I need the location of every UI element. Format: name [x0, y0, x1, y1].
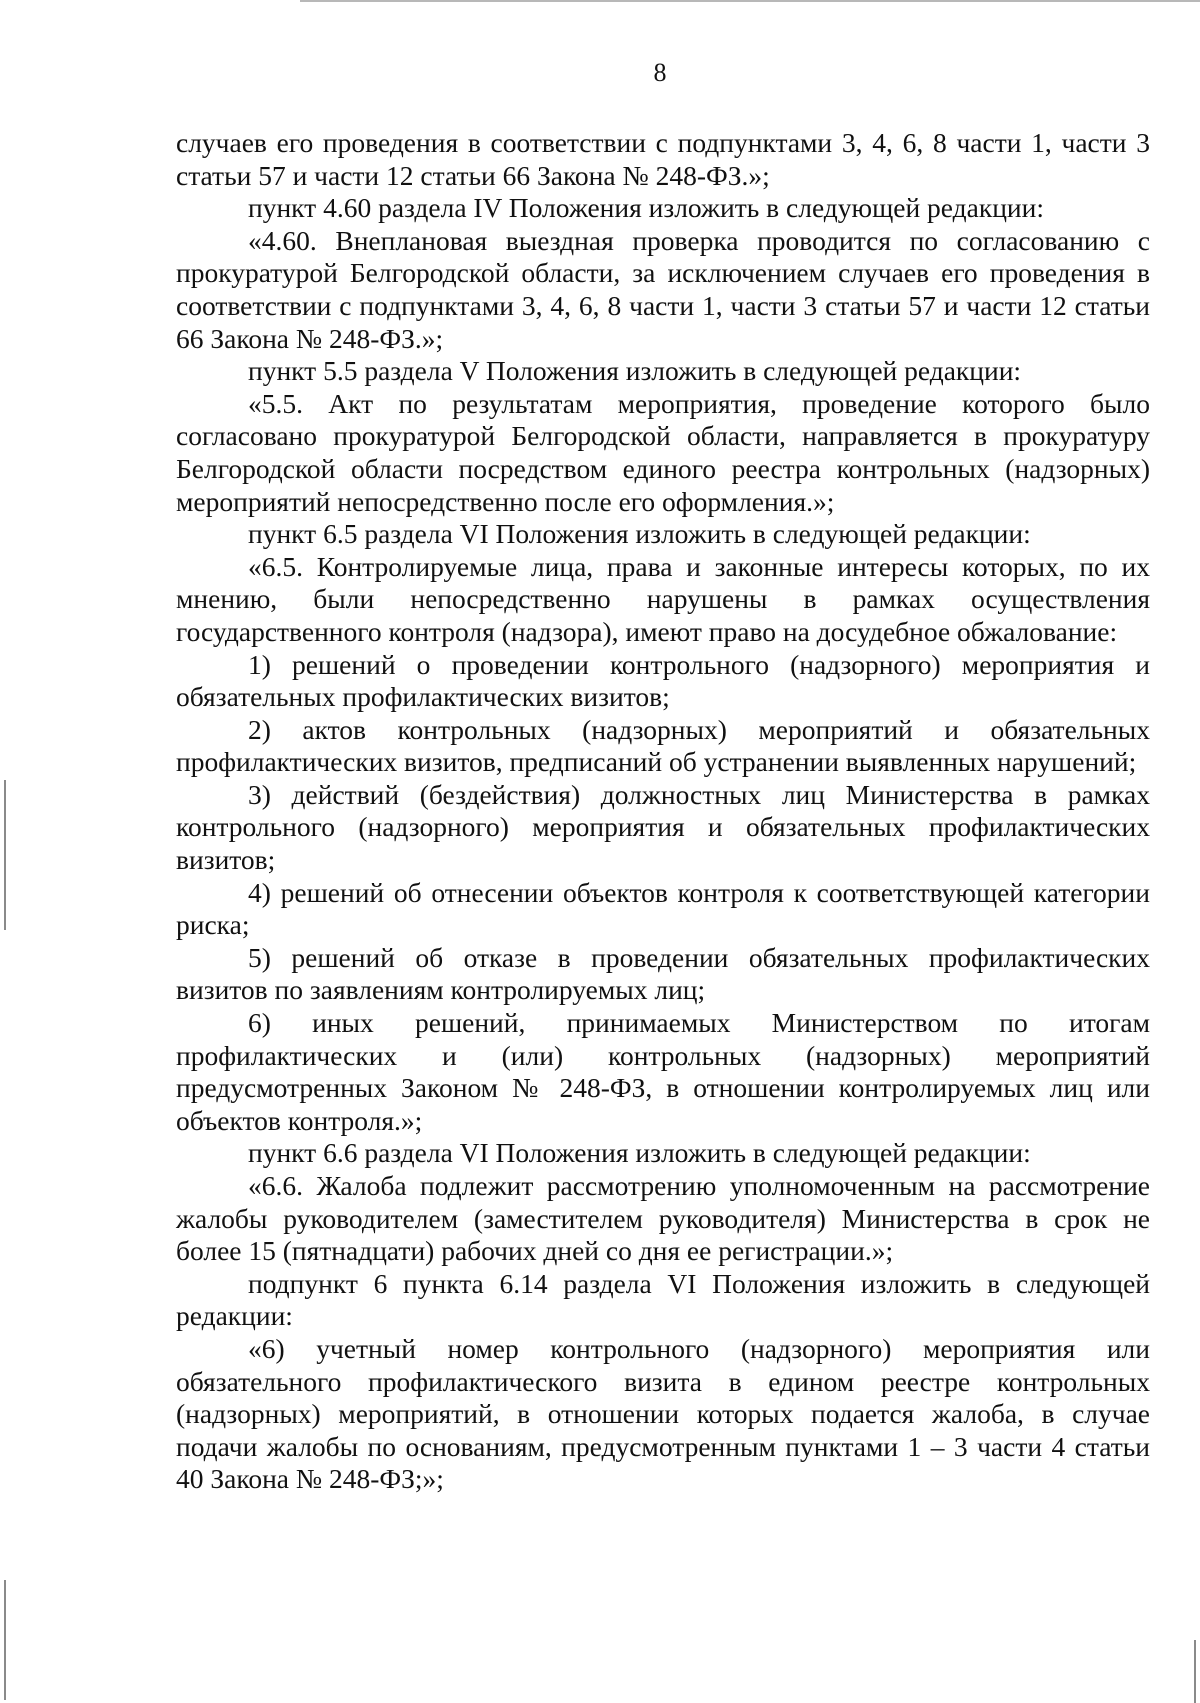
paragraph: «4.60. Внеплановая выездная проверка проводится по согласованию с прокуратурой Белгородской области, за исключением случаев его проведения в соответствии с подпунктами 3, 4, 6, 8 части 1, части 3 статьи 57 и части 12 статьи 66 Закона № 248-ФЗ.»;	[176, 224, 1150, 354]
list-item: 4) решений об отнесении объектов контроля к соответствующей категории риска;	[176, 876, 1150, 941]
list-item: 2) актов контрольных (надзорных) мероприятий и обязательных профилактических визитов, предписаний об устранении выявленных нарушений;	[176, 713, 1150, 778]
page-number: 8	[653, 58, 667, 87]
scan-margin-mark	[4, 780, 6, 930]
document-body	[176, 127, 1150, 1496]
list-item: 3) действий (бездействия) должностных лиц Министерства в рамках контрольного (надзорного) мероприятия и обязательных профилактических визитов;	[176, 778, 1150, 876]
paragraph: пункт 5.5 раздела V Положения изложить в следующей редакции:	[248, 355, 1022, 387]
scan-margin-mark	[4, 1580, 6, 1700]
paragraph: пункт 6.5 раздела VI Положения изложить в следующей редакции:	[248, 518, 1031, 550]
scan-top-edge	[300, 0, 1200, 2]
paragraph: «6) учетный номер контрольного (надзорного) мероприятия или обязательного профилактического визита в едином реестре контрольных (надзорных) мероприятий, в отношении которых подается жалоба, в случае подачи жалобы по основаниям, предусмотренным пунктами 1 – 3 части 4 статьи 40 Закона № 248-ФЗ;»;	[176, 1332, 1150, 1495]
scan-margin-mark	[1194, 1640, 1196, 1703]
paragraph: «6.6. Жалоба подлежит рассмотрению уполномоченным на рассмотрение жалобы руководителем (заместителем руководителя) Министерства в срок не более 15 (пятнадцати) рабочих дней со дня ее регистрации.»;	[176, 1170, 1150, 1267]
paragraph: пункт 4.60 раздела IV Положения изложить в следующей редакции:	[248, 192, 1044, 224]
paragraph: случаев его проведения в соответствии с подпунктами 3, 4, 6, 8 части 1, части 3 статьи 57 и части 12 статьи 66 Закона № 248-ФЗ.»;	[176, 127, 1150, 191]
paragraph: подпункт 6 пункта 6.14 раздела VI Положения изложить в следующей редакции:	[176, 1267, 1150, 1332]
list-item: 6) иных решений, принимаемых Министерством по итогам профилактических и (или) контрольных (надзорных) мероприятий предусмотренных Законом № 248-ФЗ, в отношении контролируемых лиц или объектов контроля.»;	[176, 1007, 1150, 1136]
paragraph: пункт 6.6 раздела VI Положения изложить в следующей редакции:	[248, 1137, 1031, 1169]
list-item: 5) решений об отказе в проведении обязательных профилактических визитов по заявлениям контролируемых лиц;	[176, 941, 1150, 1006]
list-item: 1) решений о проведении контрольного (надзорного) мероприятия и обязательных профилактических визитов;	[176, 648, 1150, 713]
paragraph: «5.5. Акт по результатам мероприятия, проведение которого было согласовано прокуратурой Белгородской области, направляется в прокуратуру Белгородской области посредством единого реестра контрольных (надзорных) мероприятий непосредственно после его оформления.»;	[176, 387, 1150, 517]
paragraph: «6.5. Контролируемые лица, права и законные интересы которых, по их мнению, были непосредственно нарушены в рамках осуществления государственного контроля (надзора), имеют право на досудебное обжалование:	[176, 550, 1150, 647]
